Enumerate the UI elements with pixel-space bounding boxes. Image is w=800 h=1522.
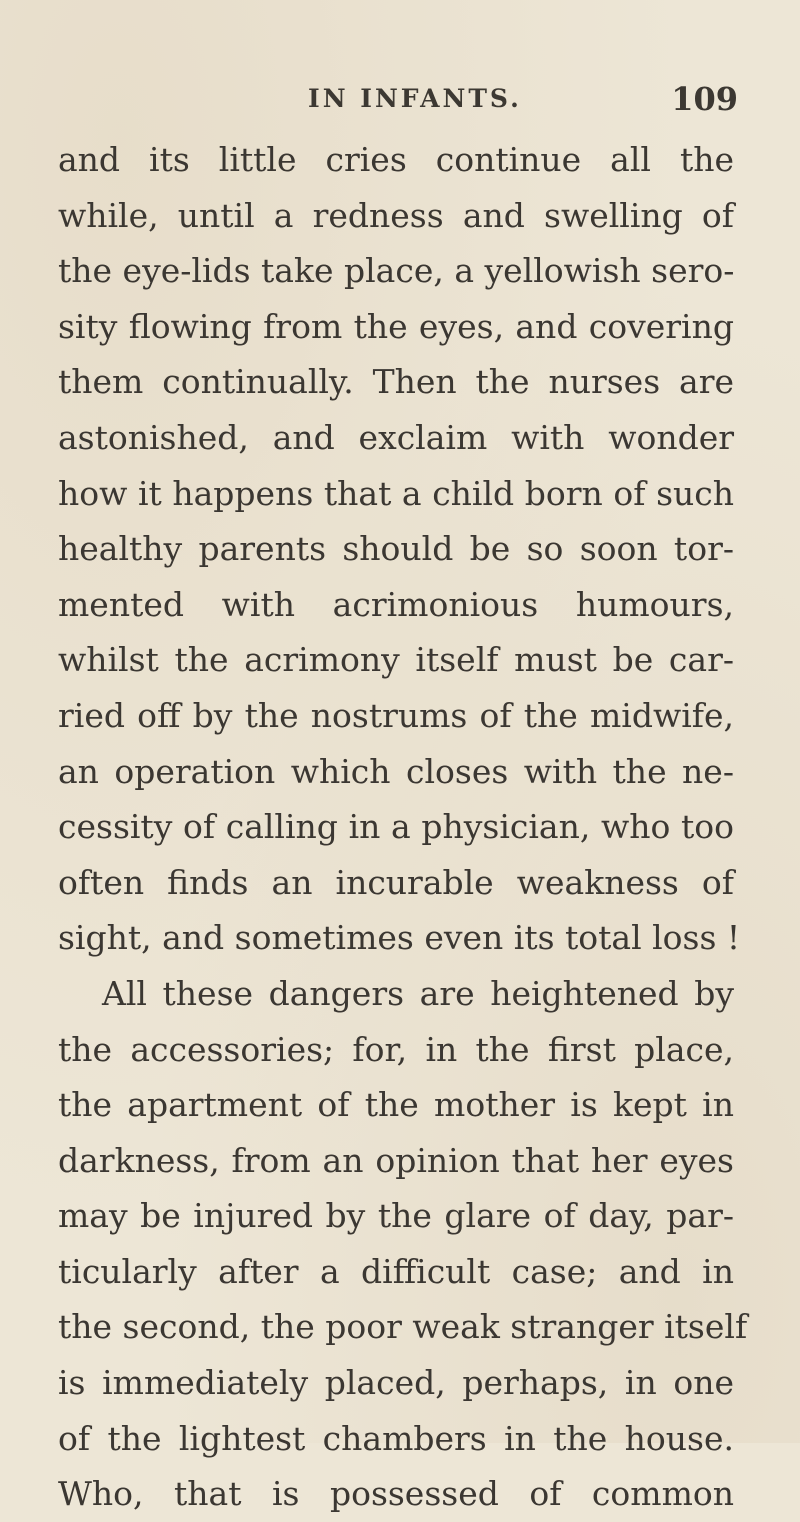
text-line: ticularly after a difficult case; and in (58, 1251, 734, 1291)
page-number: 109 (671, 80, 738, 118)
text-line: them continually. Then the nurses are (58, 362, 734, 402)
body-text (58, 132, 748, 1522)
text-line: the eye-lids take place, a yellowish sero- (58, 251, 735, 291)
text-line: the accessories; for, in the first place, (58, 1029, 734, 1069)
text-line: sity flowing from the eyes, and covering (58, 306, 734, 346)
text-line: whilst the acrimony itself must be car- (58, 640, 734, 680)
text-line: sight, and sometimes even its total loss ! (58, 918, 741, 958)
text-line: may be injured by the glare of day, par- (58, 1196, 734, 1236)
text-line: often finds an incurable weakness of (58, 862, 734, 902)
text-line: while, until a redness and swelling of (58, 195, 734, 235)
page-header (308, 80, 738, 124)
text-line: healthy parents should be so soon tor- (58, 529, 734, 569)
text-line: Who, that is possessed of common (58, 1474, 734, 1514)
text-line: and its little cries continue all the (58, 140, 734, 179)
text-line: the apartment of the mother is kept in (58, 1085, 734, 1125)
text-line: darkness, from an opinion that her eyes (58, 1140, 734, 1180)
text-line: of the lightest chambers in the house. (58, 1418, 734, 1458)
text-line: the second, the poor weak stranger itself (58, 1307, 748, 1347)
text-line: astonished, and exclaim with wonder (58, 417, 734, 457)
text-line: cessity of calling in a physician, who too (58, 807, 734, 847)
text-line: is immediately placed, perhaps, in one (58, 1363, 734, 1403)
running-head: IN INFANTS. (308, 84, 522, 113)
paragraph-start-line: All these dangers are heightened by (102, 973, 734, 1013)
text-line: ried off by the nostrums of the midwife, (58, 695, 734, 735)
text-line: an operation which closes with the ne- (58, 751, 734, 791)
text-line: how it happens that a child born of such (58, 473, 734, 513)
text-line: mented with acrimonious humours, (58, 584, 734, 624)
